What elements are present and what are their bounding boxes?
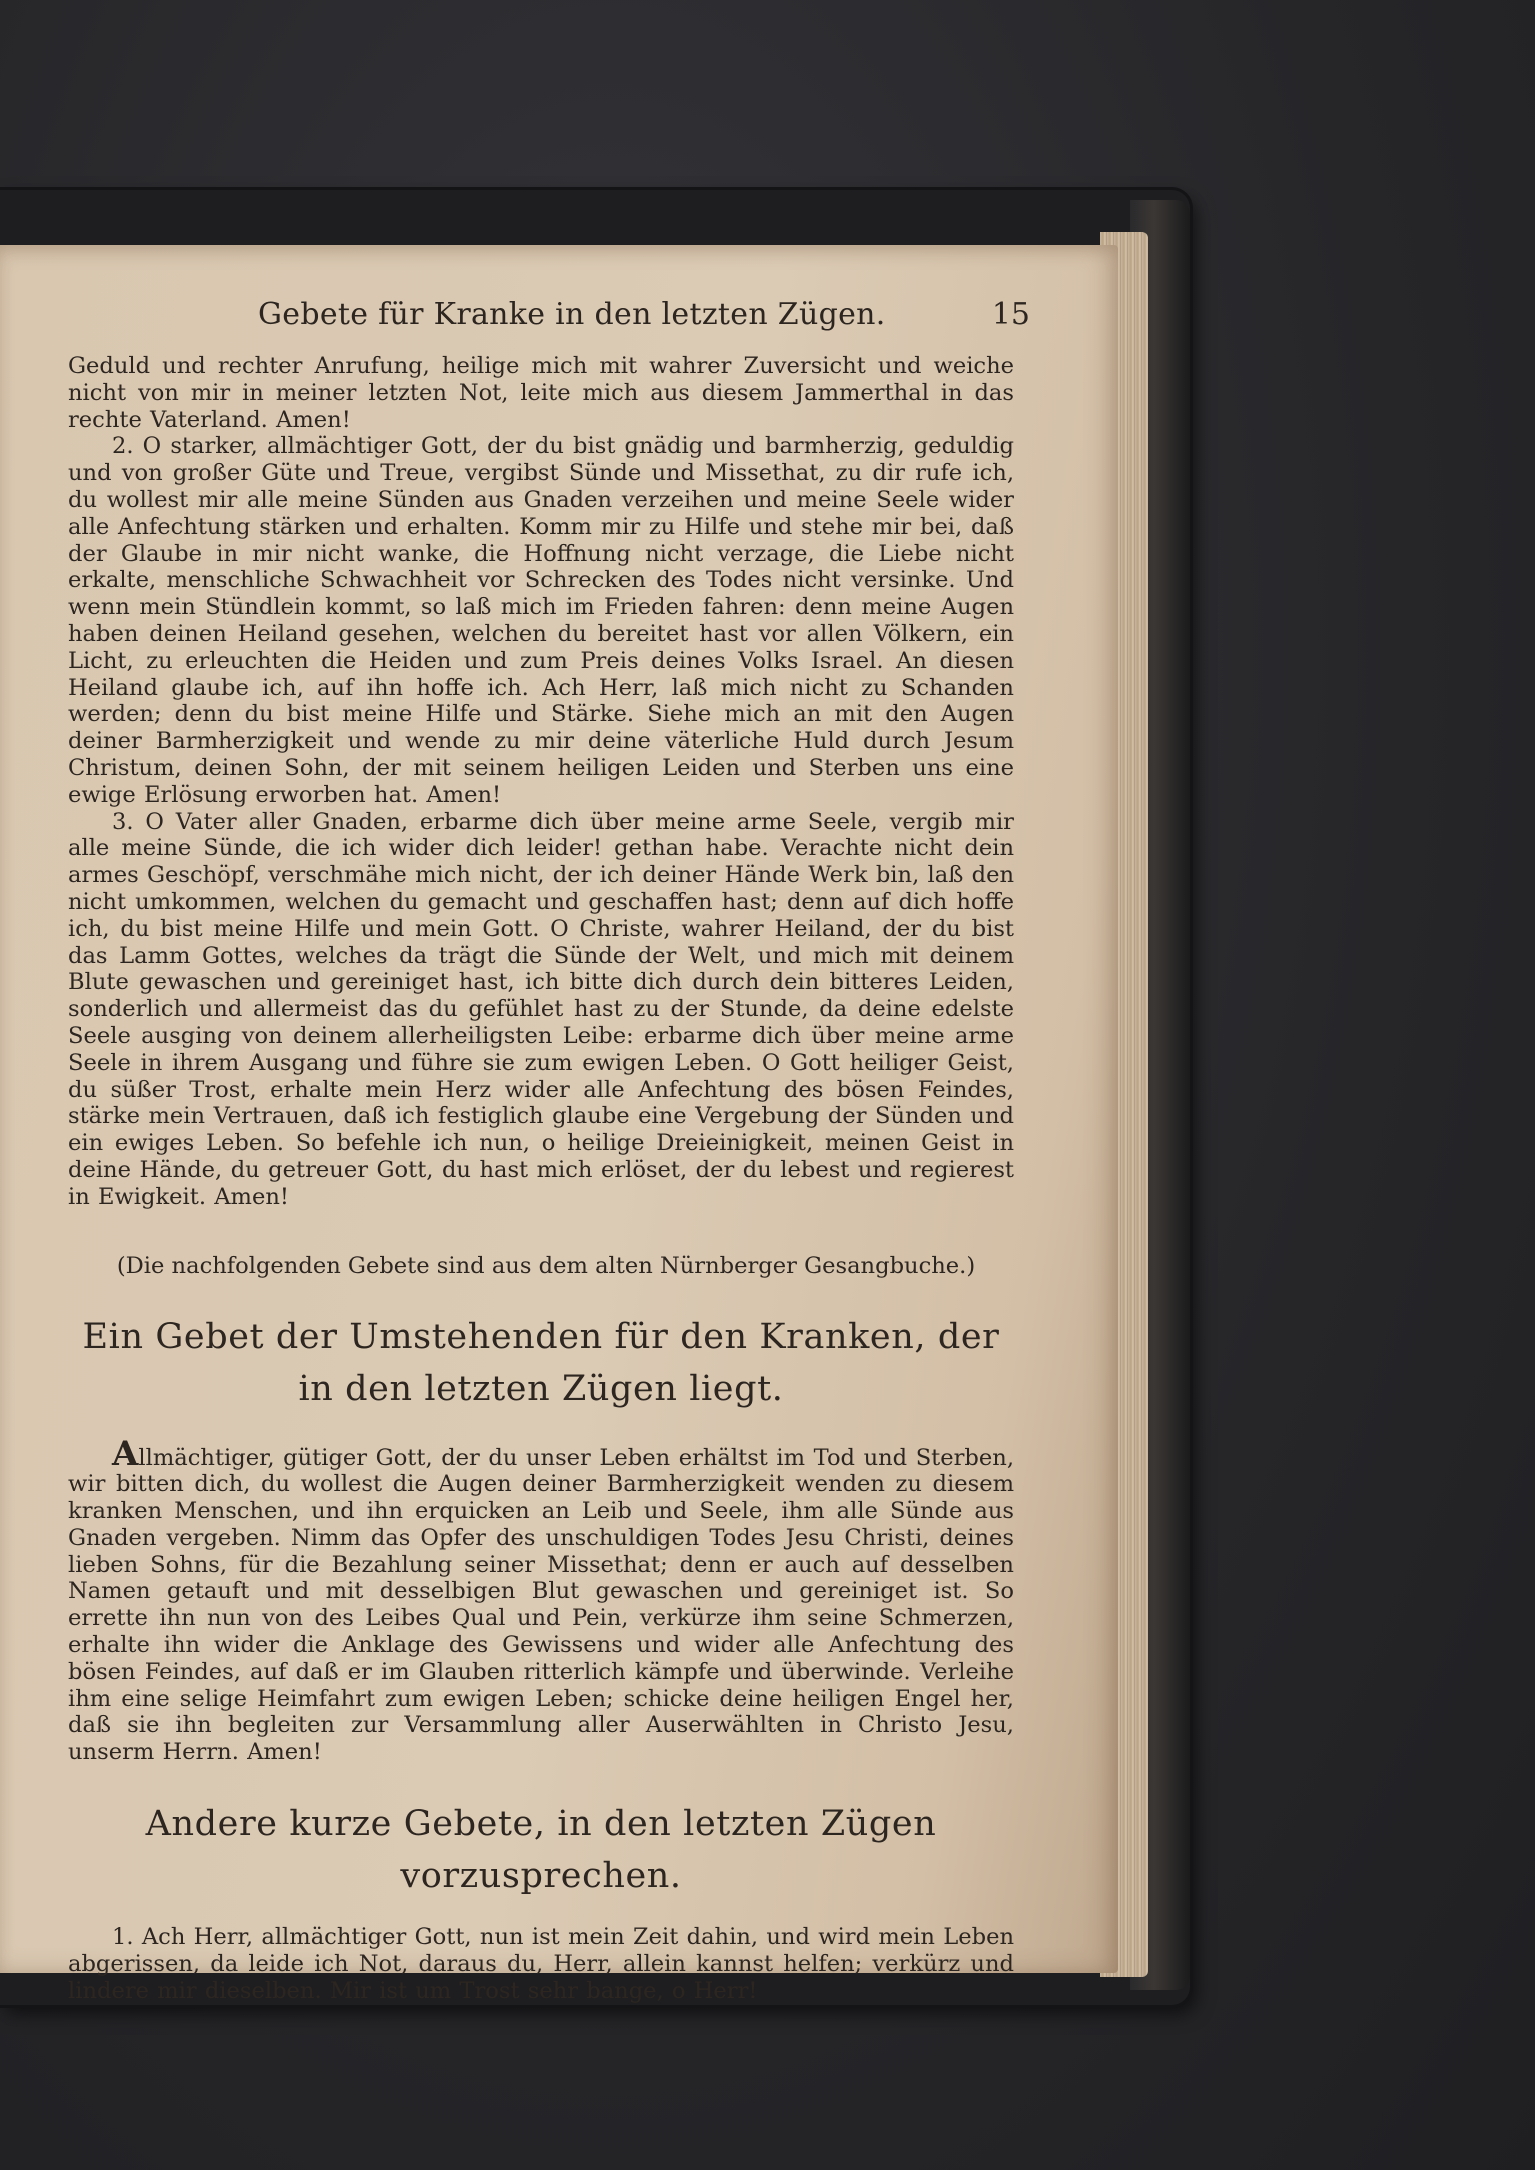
section-body-umstehenden [68, 1433, 1014, 1767]
section-body-kurze-gebete: 1. Ach Herr, allmächtiger Gott, nun ist mein Zeit dahin, und wird mein Leben abgerissen, da leide ich Not, daraus du, Herr, allein kannst helfen; verkürz und lindere mir dieselben. Mir ist um Trost sehr bange, o Herr! [68, 1924, 1014, 2004]
prayer-paragraph-2: 2. O starker, allmächtiger Gott, der du bist gnädig und barmherzig, geduldig und von großer Güte und Treue, vergibst Sünde und Missethat, zu dir rufe ich, du wollest mir alle meine Sünden aus Gnaden verzeihen und meine Seele wider alle Anfechtung stärken und erhalten. Komm mir zu Hilfe und stehe mir bei, daß der Glaube in mir nicht wanke, die Hoffnung nicht verzage, die Liebe nicht erkalte, menschliche Schwachheit vor Schrecken des Todes nicht versinke. Und wenn mein Stündlein kommt, so laß mich im Frieden fahren: denn meine Augen haben deinen Heiland gesehen, welchen du bereitet hast vor allen Völkern, ein Licht, zu erleuchten die Heiden und zum Preis deines Volks Israel. An diesen Heiland glaube ich, auf ihn hoffe ich. Ach Herr, laß mich nicht zu Schanden werden; denn du bist meine Hilfe und Stärke. Siehe mich an mit den Augen deiner Barmherzigkeit und wende zu mir deine väterliche Huld durch Jesum Christum, deinen Sohn, der mit seinem heiligen Leiden und Sterben uns eine ewige Erlösung erworben hat. Amen! [68, 433, 1014, 808]
running-head [68, 297, 1030, 353]
source-note: (Die nachfolgenden Gebete sind aus dem alten Nürnberger Gesangbuche.) [116, 1252, 976, 1279]
section-heading-kurze-gebete: Andere kurze Gebete, in den letzten Zügen vorzusprechen. [145, 1804, 937, 1897]
section-body-text: llmächtiger, gütiger Gott, der du unser Leben erhältst im Tod und Sterben, wir bitten dich, du wollest die Augen deiner Barmherzigkeit wenden zu diesem kranken Menschen, und ihn erquicken an Leib und Seele, ihm alle Sünde aus Gnaden vergeben. Nimm das Opfer des unschuldigen Todes Jesu Christi, deines lieben Sohns, für die Bezahlung seiner Missethat; denn er auch auf desselben Namen getauft und mit desselbigen Blut gewaschen und gereiniget ist. So errette ihn nun von des Leibes Qual und Pein, verkürze ihm seine Schmerzen, erhalte ihn wider die Anklage des Gewissens und wider alle Anfechtung des bösen Feindes, auf daß er im Glauben ritterlich kämpfe und überwinde. Verleihe ihm eine selige Heimfahrt zum ewigen Leben; schicke deine heiligen Engel her, daß sie ihn begleiten zur Versammlung aller Auserwählten in Christo Jesu, unserm Herrn. Amen! [68, 1444, 1014, 1766]
page-content [68, 297, 1030, 2004]
section-heading-umstehenden: Ein Gebet der Umstehenden für den Kranken, der in den letzten Zügen liegt. [82, 1316, 1000, 1409]
prayer-paragraph-3: 3. O Vater aller Gnaden, erbarme dich über meine arme Seele, vergib mir alle meine Sünde, die ich wider dich leider! gethan habe. Verachte nicht dein armes Geschöpf, verschmähe mich nicht, der ich deiner Hände Werk bin, laß den nicht umkommen, welchen du gemacht und geschaffen hast; denn auf dich hoffe ich, du bist meine Hilfe und mein Gott. O Christe, wahrer Heiland, der du bist das Lamm Gottes, welches da trägt die Sünde der Welt, und mich mit deinem Blute gewaschen und gereiniget hast, ich bitte dich durch dein bitteres Leiden, sonderlich und allermeist das du gefühlet hast zu der Stunde, da deine edelste Seele ausging von deinem allerheiligsten Leibe: erbarme dich über meine arme Seele in ihrem Ausgang und führe sie zum ewigen Leben. O Gott heiliger Geist, du süßer Trost, erhalte mein Herz wider alle Anfechtung des bösen Feindes, stärke mein Vertrauen, daß ich festiglich glaube eine Vergebung der Sünden und ein ewiges Leben. So befehle ich nun, o heilige Dreieinigkeit, meinen Geist in deine Hände, du getreuer Gott, du hast mich erlöset, der du lebest und regierest in Ewigkeit. Amen! [68, 808, 1014, 1210]
prayer-paragraph-continued: Geduld und rechter Anrufung, heilige mich mit wahrer Zuversicht und weiche nicht von mir in meiner letzten Not, leite mich aus diesem Jammerthal in das rechte Vaterland. Amen! [68, 353, 1014, 433]
running-title: Gebete für Kranke in den letzten Zügen. [258, 297, 886, 332]
initial-letter: A [112, 1433, 139, 1474]
page-number: 15 [991, 297, 1030, 332]
book-page [0, 245, 1118, 2004]
